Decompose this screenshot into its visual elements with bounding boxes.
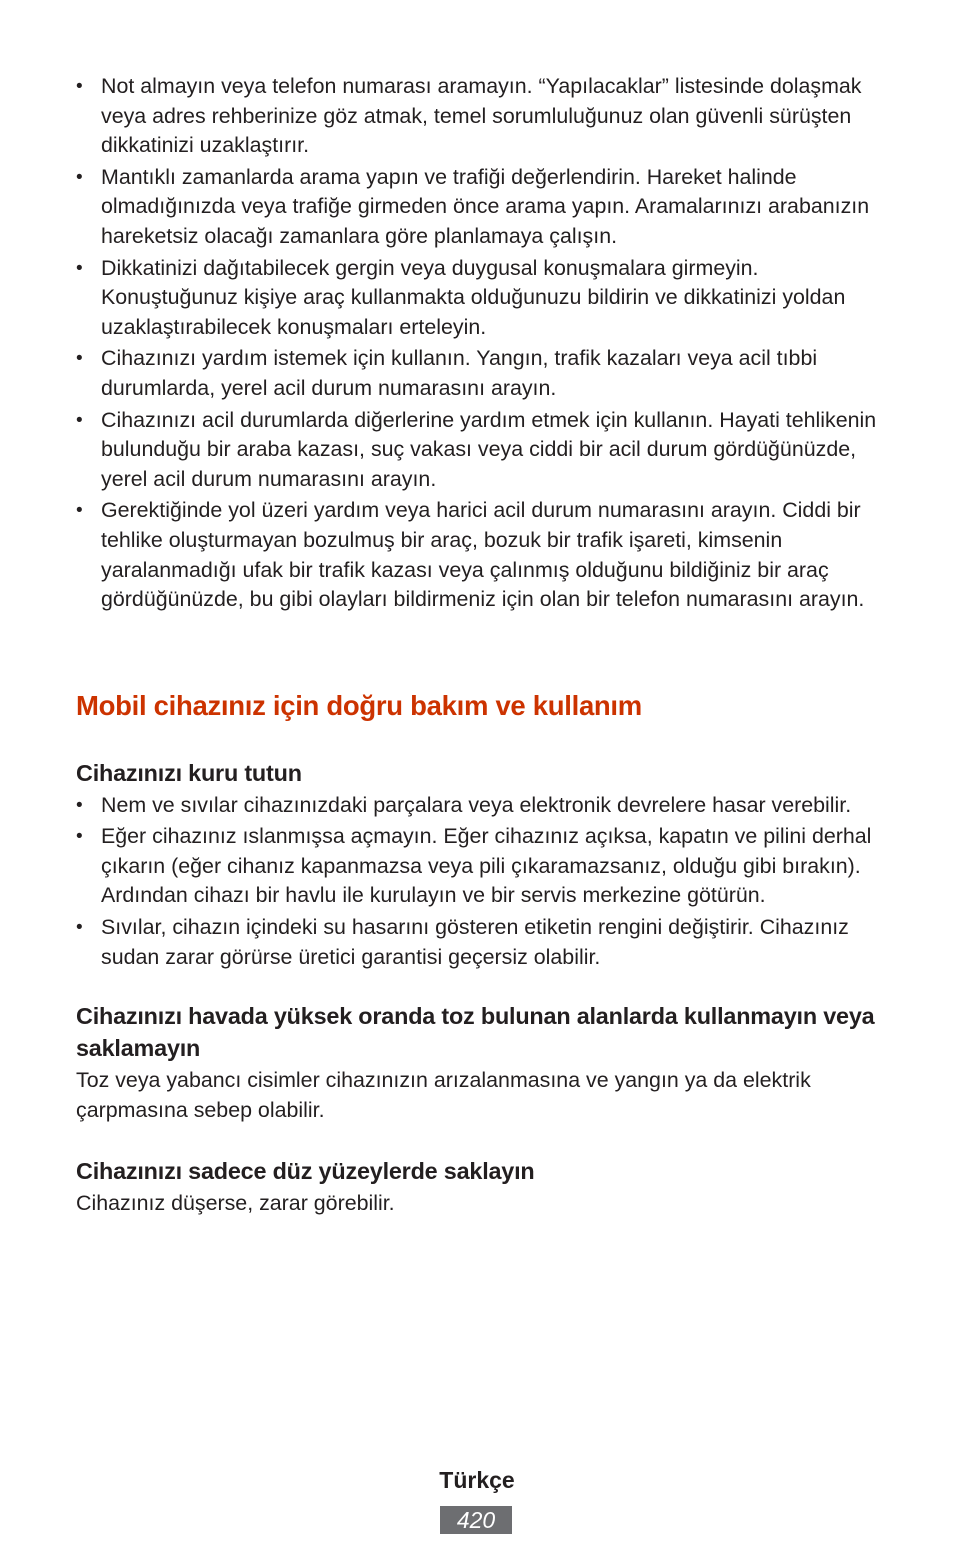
list-item: • Nem ve sıvılar cihazınızdaki parçalara veya elektronik devrelere hasar verebilir. — [76, 791, 886, 821]
list-item: • Eğer cihazınız ıslanmışsa açmayın. Eğer cihazınız açıksa, kapatın ve pilini derhal çıkarın (eğer cihanız kapanmazsa veya pili çıkaramazsanız, olduğu gibi bırakın). Ardından cihazı bir havlu ile kurulayın ve bir servis merkezine götürün. — [76, 822, 886, 911]
page-number: 420 — [440, 1506, 512, 1534]
intro-bullet-list — [76, 72, 886, 615]
list-item: • Cihazınızı acil durumlarda diğerlerine yardım etmek için kullanın. Hayati tehlikenin bulunduğu bir araba kazası, suç vakası veya ciddi bir acil durum gördüğünüzde, yerel acil durum numarasını arayın. — [76, 406, 886, 495]
section-title: Mobil cihazınız için doğru bakım ve kullanım — [76, 689, 642, 721]
subheading-flat-surfaces: Cihazınızı sadece düz yüzeylerde saklayın — [76, 1158, 535, 1185]
list-item: • Dikkatinizi dağıtabilecek gergin veya duygusal konuşmalara girmeyin. Konuştuğunuz kişiye araç kullanmakta olduğunuzu bildirin ve dikkatinizi yoldan uzaklaştırabilecek konuşmaları erteleyin. — [76, 254, 886, 343]
list-item: • Mantıklı zamanlarda arama yapın ve trafiği değerlendirin. Hareket halinde olmadığınızda veya trafiğe girmeden önce arama yapın. Aramalarınızı arabanızın hareketsiz olacağı zamanlara göre planlamaya çalışın. — [76, 163, 886, 252]
list-item: • Cihazınızı yardım istemek için kullanın. Yangın, trafik kazaları veya acil tıbbi durumlarda, yerel acil durum numarasını arayın. — [76, 344, 886, 403]
subheading-dust: Cihazınızı havada yüksek oranda toz bulunan alanlarda kullanmayın veya saklamayın — [76, 1003, 875, 1062]
flat-surfaces-paragraph: Cihazınız düşerse, zarar görebilir. — [76, 1191, 395, 1216]
dust-paragraph: Toz veya yabancı cisimler cihazınızın arızalanmasına ve yangın ya da elektrik çarpmasına sebep olabilir. — [76, 1068, 811, 1122]
subheading-keep-dry: Cihazınızı kuru tutun — [76, 759, 302, 786]
keep-dry-bullet-list — [76, 791, 886, 973]
list-item: • Sıvılar, cihazın içindeki su hasarını gösteren etiketin rengini değiştirir. Cihazınız sudan zarar görürse üretici garantisi geçersiz olabilir. — [76, 913, 886, 972]
page-content — [76, 72, 886, 1219]
list-item: • Not almayın veya telefon numarası aramayın. “Yapılacaklar” listesinde dolaşmak veya adres rehberinize göz atmak, temel sorumluluğunuz olan güvenli sürüşten dikkatinizi uzaklaştırır. — [76, 72, 886, 161]
list-item: • Gerektiğinde yol üzeri yardım veya harici acil durum numarasını arayın. Ciddi bir tehlike oluşturmayan bozulmuş bir araç, bozuk bir trafik işareti, kimsenin yaralanmadığı ufak bir trafik kazası veya çalınmış olduğunu bildiğiniz bir araç gördüğünüzde, bu gibi olayları bildirmeniz için olan bir telefon numarasını arayın. — [76, 496, 886, 614]
footer-language: Türkçe — [439, 1467, 515, 1493]
